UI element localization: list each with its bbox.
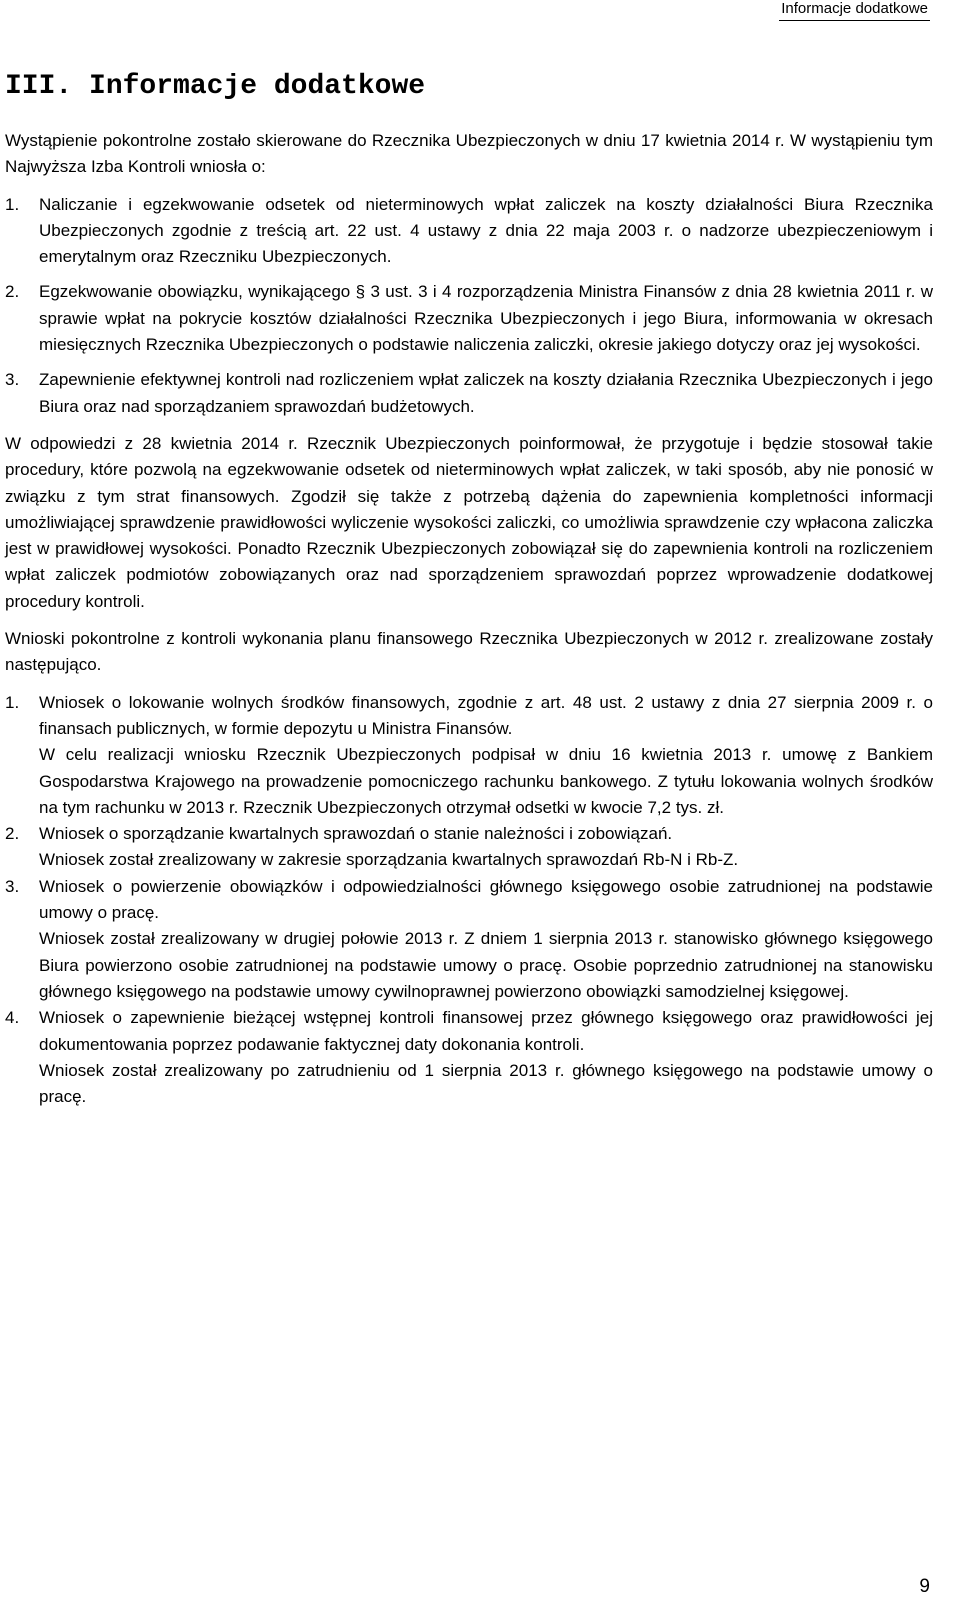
list-item bbox=[5, 279, 933, 358]
list-item-number: 2. bbox=[5, 824, 20, 844]
list-item-text: Zapewnienie efektywnej kontroli nad rozliczeniem wpłat zaliczek na koszty działania Rzecznika Ubezpieczonych i jego Biura oraz nad sporządzaniem sprawozdań budżetowych. bbox=[39, 370, 933, 416]
list-item-number: 2. bbox=[5, 282, 20, 302]
list-item bbox=[5, 1005, 933, 1110]
list-item-number: 1. bbox=[5, 692, 20, 712]
list-item-text: Naliczanie i egzekwowanie odsetek od nieterminowych wpłat zaliczek na koszty działalności Biura Rzecznika Ubezpieczonych zgodnie z treścią art. 22 ust. 4 ustawy z dnia 22 maja 2003 r. o nadzorze ubezpieczeniowym i emerytalnym oraz Rzeczniku Ubezpieczonych. bbox=[39, 194, 933, 267]
conclusion-status: Wniosek został zrealizowany w zakresie sporządzania kwartalnych sprawozdań Rb-N i Rb-Z. bbox=[39, 850, 739, 870]
conclusion-text: Wniosek o zapewnienie bieżącej wstępnej kontroli finansowej przez głównego księgowego oraz prawidłowości jej dokumentowania poprzez podawanie faktycznej daty dokonania kontroli. bbox=[39, 1008, 933, 1054]
conclusion-status: W celu realizacji wniosku Rzecznik Ubezpieczonych podpisał w dniu 16 kwietnia 2013 r. umowę z Bankiem Gospodarstwa Krajowego na prowadzenie pomocniczego rachunku bankowego. Z tytułu lokowania wolnych środków na tym rachunku w 2013 r. Rzecznik Ubezpieczonych otrzymał odsetki w kwocie 7,2 tys. zł. bbox=[39, 745, 933, 817]
list-item bbox=[5, 367, 933, 420]
page-number: 9 bbox=[919, 1576, 930, 1597]
running-header: Informacje dodatkowe bbox=[779, 0, 930, 21]
list-item bbox=[5, 192, 933, 271]
list-item-number: 3. bbox=[5, 876, 20, 896]
conclusion-status: Wniosek został zrealizowany po zatrudnieniu od 1 sierpnia 2013 r. głównego księgowego na podstawie umowy o pracę. bbox=[39, 1060, 933, 1107]
list-item bbox=[5, 874, 933, 1005]
conclusion-status: Wniosek został zrealizowany w drugiej połowie 2013 r. Z dniem 1 sierpnia 2013 r. stanowisko głównego księgowego Biura powierzono osobie zatrudnionej na podstawie umowy o pracę. Osobie poprzednio zatrudnionej na stanowisku głównego księgowego na podstawie umowy cywilnoprawnej powierzono obowiązki samodzielnej księgowej. bbox=[39, 929, 933, 1001]
list-item-number: 3. bbox=[5, 370, 20, 390]
response-paragraph: W odpowiedzi z 28 kwietnia 2014 r. Rzecznik Ubezpieczonych poinformował, że przygotuje i będzie stosował takie procedury, które pozwolą na egzekwowanie odsetek od nieterminowych wpłat zaliczek, w taki sposób, aby nie ponosić w związku z tym strat finansowych. Zgodził się także z potrzebą dążenia do zapewnienia kompletności informacji umożliwiającej sprawdzenie prawidłowości wyliczenie wysokości zaliczki, co umożliwia sprawdzenie czy wpłacona zaliczka jest w prawidłowej wysokości. Ponadto Rzecznik Ubezpieczonych zobowiązał się do zapewnienia kontroli na rozliczeniem wpłat zaliczek podmiotów zobowiązanych oraz nad sporządzeniem sprawozdań poprzez wprowadzenie dodatkowej procedury kontroli. bbox=[5, 433, 933, 611]
body-text bbox=[5, 128, 933, 1110]
conclusion-text: Wniosek o powierzenie obowiązków i odpowiedzialności głównego księgowego osobie zatrudnionej na podstawie umowy o pracę. bbox=[39, 876, 933, 923]
list-item bbox=[5, 821, 933, 874]
intro-paragraph: Wystąpienie pokontrolne zostało skierowane do Rzecznika Ubezpieczonych w dniu 17 kwietnia 2014 r. W wystąpieniu tym Najwyższa Izba Kontroli wniosła o: bbox=[5, 131, 933, 177]
section-title: III. Informacje dodatkowe bbox=[5, 71, 426, 102]
list-item-number: 4. bbox=[5, 1008, 20, 1028]
list-item bbox=[5, 690, 933, 821]
conclusions-list bbox=[5, 690, 933, 1111]
conclusion-text: Wniosek o sporządzanie kwartalnych sprawozdań o stanie należności i zobowiązań. bbox=[39, 824, 673, 844]
conclusion-text: Wniosek o lokowanie wolnych środków finansowych, zgodnie z art. 48 ust. 2 ustawy z dnia 27 sierpnia 2009 r. o finansach publicznych, w formie depozytu u Ministra Finansów. bbox=[39, 692, 933, 738]
list-item-number: 1. bbox=[5, 194, 20, 214]
list-item-text: Egzekwowanie obowiązku, wynikającego § 3 ust. 3 i 4 rozporządzenia Ministra Finansów z dnia 28 kwietnia 2011 r. w sprawie wpłat na pokrycie kosztów działalności Rzecznika Ubezpieczonych i jego Biura, informowania w okresach miesięcznych Rzecznika Ubezpieczonych o podstawie naliczenia zaliczki, okresie jakiego dotyczy oraz jej wysokości. bbox=[39, 282, 933, 355]
requests-list bbox=[5, 192, 933, 420]
conclusions-intro: Wnioski pokontrolne z kontroli wykonania planu finansowego Rzecznika Ubezpieczonych w 2012 r. zrealizowane zostały następująco. bbox=[5, 629, 933, 675]
